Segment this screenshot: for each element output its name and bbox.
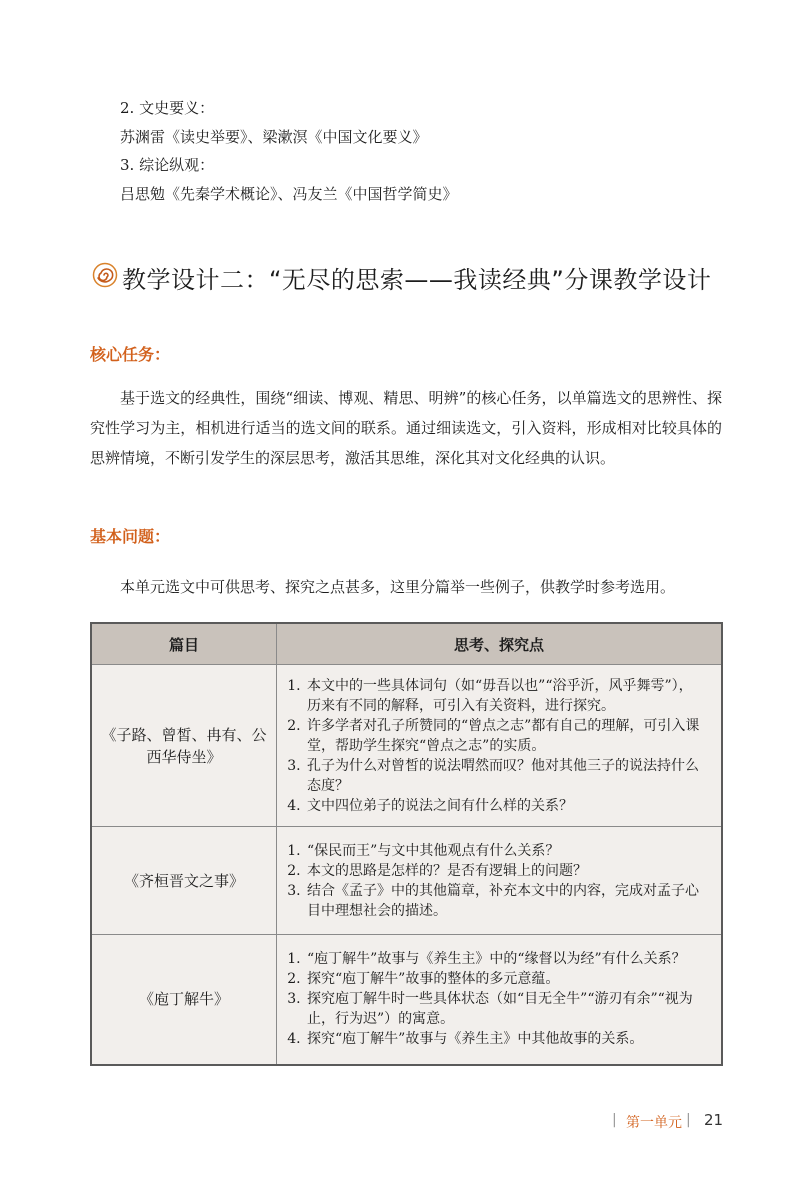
table-row bbox=[91, 665, 722, 827]
section-title: 教学设计二：“无尽的思索——我读经典”分课教学设计 bbox=[122, 266, 712, 294]
spiral-icon bbox=[92, 262, 118, 288]
list-item: 1. “保民而王”与文中其他观点有什么关系？ bbox=[305, 841, 705, 861]
core-task-heading: 核心任务： bbox=[90, 345, 171, 364]
basic-questions-intro: 本单元选文中可供思考、探究之点甚多，这里分篇举一些例子，供教学时参考选用。 bbox=[120, 578, 676, 596]
list-item: 2. 许多学者对孔子所赞同的“曾点之志”都有自己的理解，可引入课堂，帮助学生探究“曾点之志”的实质。 bbox=[305, 716, 705, 756]
row-title-paoding: 《庖丁解牛》 bbox=[91, 935, 277, 1065]
list-item: 3. 孔子为什么对曾皙的说法喟然而叹？他对其他三子的说法持什么态度？ bbox=[305, 756, 705, 796]
list-item: 2. 探究“庖丁解牛”故事的整体的多元意蕴。 bbox=[305, 969, 705, 989]
row-points-paoding bbox=[277, 935, 723, 1065]
row-title-qihuan: 《齐桓晋文之事》 bbox=[91, 827, 277, 935]
list-item: 1. 本文中的一些具体词句（如“毋吾以也”“浴乎沂，风乎舞雩”），历来有不同的解释，可引入有关资料，进行探究。 bbox=[305, 676, 705, 716]
table-row bbox=[91, 827, 722, 935]
questions-table bbox=[90, 622, 723, 1066]
footer-unit: 第一单元 bbox=[626, 1115, 682, 1131]
basic-questions-heading: 基本问题： bbox=[90, 527, 171, 546]
footer-divider-left: | bbox=[612, 1112, 617, 1128]
reading-list-heading-3: 3. 综论纵观： bbox=[120, 156, 215, 174]
list-item: 1. “庖丁解牛”故事与《养生主》中的“缘督以为经”有什么关系？ bbox=[305, 949, 705, 969]
table-row bbox=[91, 935, 722, 1065]
page-number: 21 bbox=[704, 1111, 724, 1129]
row-title-shizuo: 《子路、曾皙、冉有、公西华侍坐》 bbox=[91, 665, 277, 827]
reading-list-books-2: 苏渊雷《读史举要》、梁漱溟《中国文化要义》 bbox=[120, 128, 428, 146]
footer-divider-right: | bbox=[686, 1112, 691, 1128]
row-points-qihuan bbox=[277, 827, 723, 935]
list-item: 4. 文中四位弟子的说法之间有什么样的关系？ bbox=[305, 796, 705, 816]
reading-list-heading-2: 2. 文史要义： bbox=[120, 99, 215, 117]
list-item: 2. 本文的思路是怎样的？是否有逻辑上的问题？ bbox=[305, 861, 705, 881]
list-item: 3. 结合《孟子》中的其他篇章，补充本文中的内容，完成对孟子心目中理想社会的描述。 bbox=[305, 881, 705, 921]
list-item: 3. 探究庖丁解牛时一些具体状态（如“目无全牛”“游刃有余”“视为止，行为迟”）的寓意。 bbox=[305, 989, 705, 1029]
core-task-text: 基于选文的经典性，围绕“细读、博观、精思、明辨”的核心任务，以单篇选文的思辨性、探究性学习为主，相机进行适当的选文间的联系。通过细读选文，引入资料，形成相对比较具体的思辨情境，不断引发学生的深层思考，激活其思维，深化其对文化经典的认识。 bbox=[90, 389, 722, 467]
table-header-row bbox=[91, 623, 722, 665]
table-header-title: 篇目 bbox=[91, 623, 277, 665]
reading-list-books-3: 吕思勉《先秦学术概论》、冯友兰《中国哲学简史》 bbox=[120, 185, 458, 203]
row-points-shizuo bbox=[277, 665, 723, 827]
table-header-points: 思考、探究点 bbox=[277, 623, 723, 665]
list-item: 4. 探究“庖丁解牛”故事与《养生主》中其他故事的关系。 bbox=[305, 1029, 705, 1049]
